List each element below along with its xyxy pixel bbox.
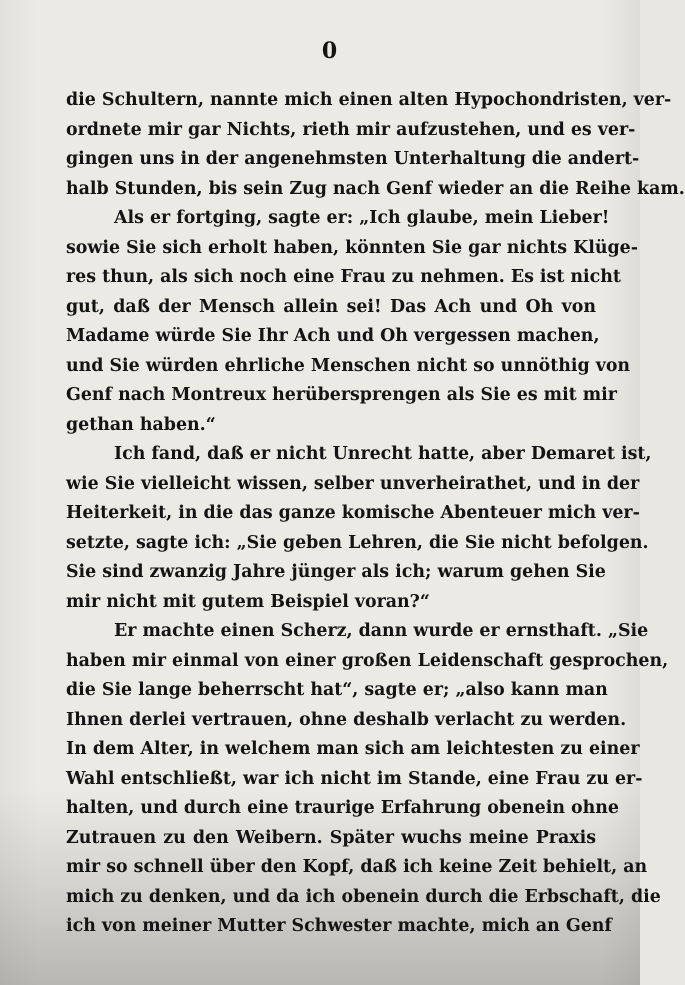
text-line: Zutrauen zu den Weibern. Später wuchs meine Praxis xyxy=(66,827,596,848)
text-line: setzte, sagte ich: „Sie geben Lehren, die Sie nicht befolgen. xyxy=(66,532,649,553)
text-line: halb Stunden, bis sein Zug nach Genf wieder an die Reihe kam. xyxy=(66,178,685,199)
text-line: mich zu denken, und da ich obenein durch die Erbschaft, die xyxy=(66,886,661,907)
text-line: Genf nach Montreux herübersprengen als Sie es mit mir xyxy=(66,385,617,405)
text-line: gut, daß der Mensch allein sei! Das Ach und Oh von xyxy=(66,296,596,317)
text-line: Heiterkeit, in die das ganze komische Abenteuer mich ver- xyxy=(66,503,640,523)
text-line: haben mir einmal von einer großen Leidenschaft gesprochen, xyxy=(66,650,669,671)
text-line: halten, und durch eine traurige Erfahrung obenein ohne xyxy=(66,798,619,818)
text-line: Sie sind zwanzig Jahre jünger als ich; warum gehen Sie xyxy=(66,562,606,582)
text-line: Wahl entschließt, war ich nicht im Stande, eine Frau zu er- xyxy=(66,768,643,789)
text-line: die Sie lange beherrscht hat“, sagte er; „also kann man xyxy=(66,680,608,700)
text-line: gethan haben.“ xyxy=(66,414,216,435)
text-line: sowie Sie sich erholt haben, könnten Sie gar nichts Klüge- xyxy=(66,237,638,258)
text-line: Er machte einen Scherz, dann wurde er ernsthaft. „Sie xyxy=(114,621,649,641)
text-line: wie Sie vielleicht wissen, selber unverheirathet, und in der xyxy=(66,473,640,494)
text-line: ich von meiner Mutter Schwester machte, mich an Genf xyxy=(66,916,612,936)
text-line: Madame würde Sie Ihr Ach und Oh vergessen machen, xyxy=(66,326,600,346)
text-line: mir so schnell über den Kopf, daß ich keine Zeit behielt, an xyxy=(66,857,648,877)
text-line: mir nicht mit gutem Beispiel voran?“ xyxy=(66,591,430,612)
page-number: 0 xyxy=(321,38,339,64)
page-body-text xyxy=(66,86,685,942)
text-line: und Sie würden ehrliche Menschen nicht so unnöthig von xyxy=(66,355,631,376)
text-line: die Schultern, nannte mich einen alten Hypochondristen, ver- xyxy=(66,90,672,110)
text-line: Ihnen derlei vertrauen, ohne deshalb verlacht zu werden. xyxy=(66,709,627,730)
text-line: In dem Alter, in welchem man sich am leichtesten zu einer xyxy=(66,739,640,759)
text-line: gingen uns in der angenehmsten Unterhaltung die andert- xyxy=(66,149,640,169)
text-line: res thun, als sich noch eine Frau zu nehmen. Es ist nicht xyxy=(66,267,621,287)
text-line: Ich fand, daß er nicht Unrecht hatte, aber Demaret ist, xyxy=(114,444,652,464)
text-line: ordnete mir gar Nichts, rieth mir aufzustehen, und es ver- xyxy=(66,119,636,140)
text-line: Als er fortging, sagte er: „Ich glaube, mein Lieber! xyxy=(114,208,610,228)
